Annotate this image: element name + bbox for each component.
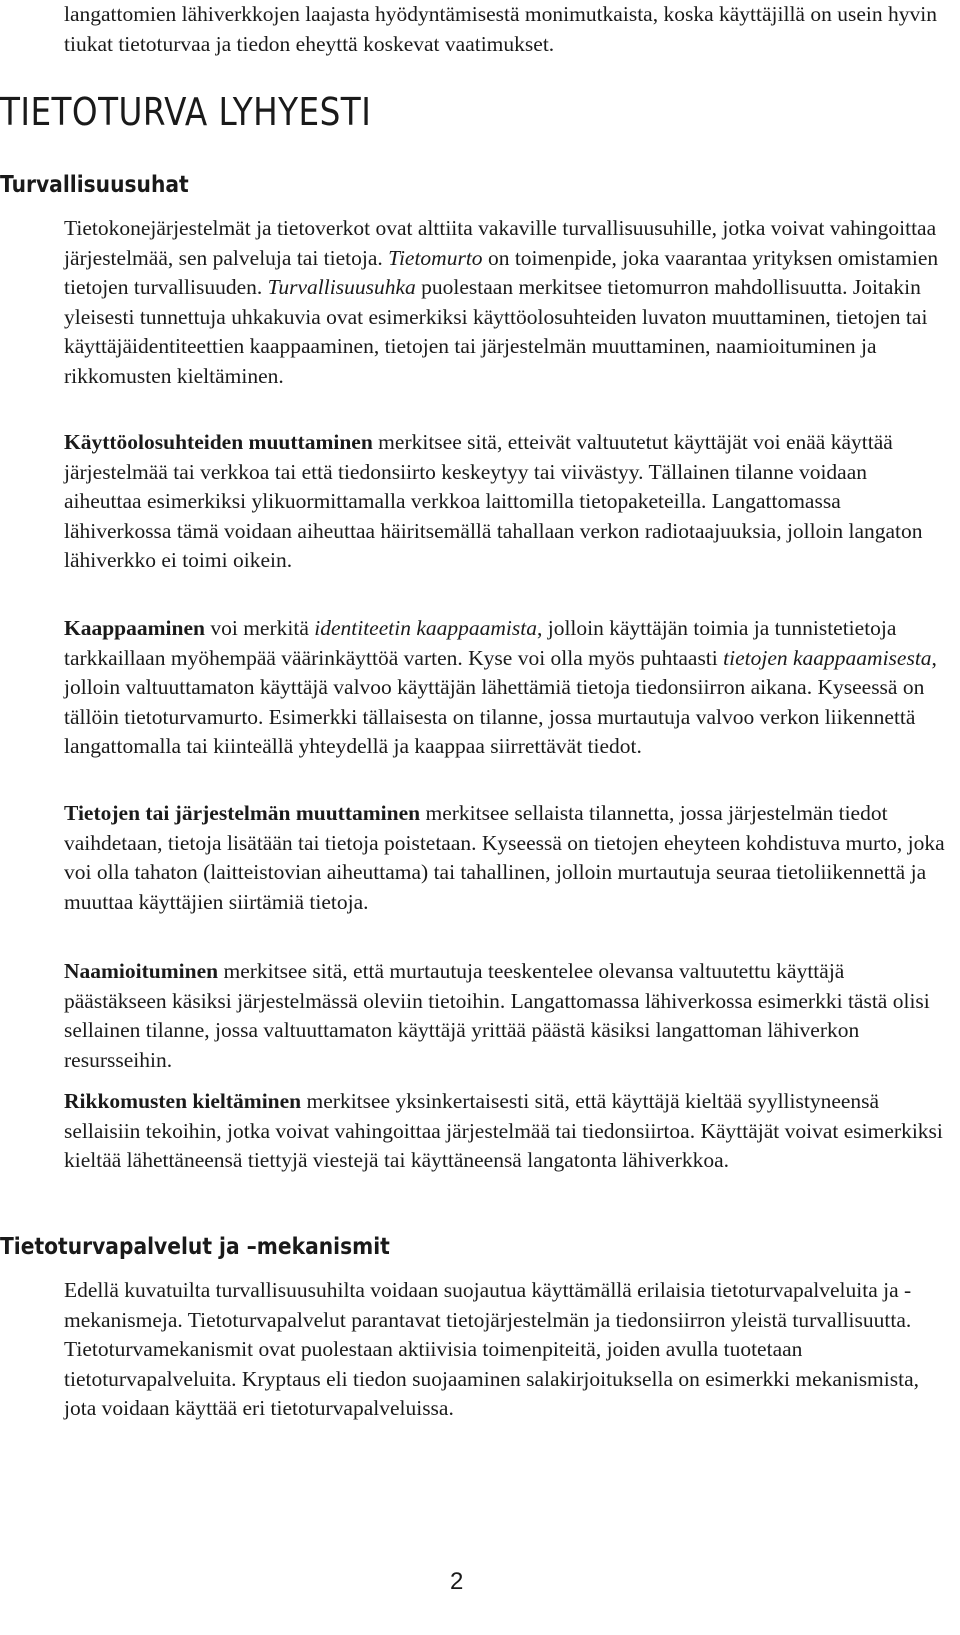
paragraph-masquerading — [64, 957, 948, 1075]
term-kayttoolosuhteiden-muuttaminen: Käyttöolosuhteiden muuttaminen — [64, 430, 373, 454]
term-naamioituminen: Naamioituminen — [64, 959, 219, 983]
paragraph-repudiation — [64, 1087, 948, 1176]
paragraph-text: on toimenpide, joka vaarantaa yrityksen omistamien tietojen turvallisuuden. — [64, 245, 939, 299]
paragraph-text: merkitsee sitä, että murtautuja teeskentelee olevansa valtuutettu käyttäjä päästäkseen käsiksi järjestelmässä oleviin tietoihin. Langattomassa lähiverkossa esimerkki tästä olisi sellainen tilanne, jossa valtuuttamaton käyttäjä yrittää päästä käsiksi langattoman lähiverkon resursseihin. — [64, 959, 930, 1072]
paragraph-text: , jolloin valtuuttamaton käyttäjä valvoo käyttäjän lähettämiä tietoja tiedonsiirron aikana. Kyseessä on tällöin tietoturvamurto. Esimerkki tällaisesta on tilanne, jossa murtautuja valvoo verkon liikennettä langattomalla tai kiinteällä yhteydellä ja kaappaa siirrettävät tiedot. — [64, 645, 937, 758]
paragraph-interception — [64, 614, 948, 762]
paragraph-service-disruption — [64, 428, 948, 576]
paragraph-text: Tietokonejärjestelmät ja tietoverkot ovat alttiita vakaville turvallisuusuhille, jotka voivat vahingoittaa järjestelmää, sen palveluja tai tietoja. — [64, 216, 937, 270]
paragraph-text: merkitsee sellaista tilannetta, jossa järjestelmän tiedot vaihdetaan, tietoja lisätään tai tietoja poistetaan. Kyseessä on tietojen eheyteen kohdistuva murto, joka voi olla tahaton (laitteistovian aiheuttama) tai tahallinen, jolloin murtautuja seuraa tietoliikennettä ja muuttaa käyttäjien siirtämiä tietoja. — [64, 801, 945, 914]
term-identiteetin-kaappaaminen: identiteetin kaappaamista — [314, 616, 537, 640]
paragraph-services: Edellä kuvatuilta turvallisuusuhilta voidaan suojautua käyttämällä erilaisia tietoturvapalveluita ja -mekanismeja. Tietoturvapalvelut parantavat tietojärjestelmän ja tiedonsiirron yleistä turvallisuutta. Tietoturvamekanismit ovat puolestaan aktiivisia toimenpiteitä, joiden avulla tuotetaan tietoturvapalveluita. Kryptaus eli tiedon suojaaminen salakirjoituksella on esimerkki mekanismista, jota voidaan käyttää eri tietoturvapalveluissa. — [64, 1278, 920, 1420]
paragraph-text: , jolloin käyttäjän toimia ja tunnistetietoja tarkkaillaan myöhempää väärinkäyttöä varten. Kyse voi olla myös puhtaasti — [64, 616, 897, 670]
term-tietojen-kaappaaminen: tietojen kaappaamisesta — [723, 645, 932, 670]
term-tietojen-muuttaminen: Tietojen tai järjestelmän muuttaminen — [64, 801, 421, 825]
paragraph-modification — [64, 799, 948, 917]
subsection-title-threats: Turvallisuusuhat — [0, 172, 189, 198]
paragraph-text: merkitsee sitä, etteivät valtuutetut käyttäjät voi enää käyttää järjestelmää tai verkkoa tai että tiedonsiirto keskeytyy tai viivästyy. Tällainen tilanne voidaan aiheuttaa esimerkiksi ylikuormittamalla verkkoa laittomilla tietopaketeilla. Langattomassa lähiverkossa tämä voidaan aiheuttaa häiritsemällä tahallaan verkon radiotaajuuksia, jolloin langaton lähiverkko ei toimi oikein. — [64, 430, 923, 572]
paragraph-threats — [64, 214, 948, 391]
page-number: 2 — [450, 1568, 464, 1595]
subsection-title-services: Tietoturvapalvelut ja –mekanismit — [0, 1234, 390, 1260]
paragraph-text: puolestaan merkitsee tietomurron mahdollisuutta. Joitakin yleisesti tunnettuja uhkakuvia ovat esimerkiksi käyttöolosuhteiden luvaton muuttaminen, tietojen tai käyttäjäidentiteettien kaappaaminen, tietojen tai järjestelmän muuttaminen, naamioituminen ja rikkomusten kieltäminen. — [64, 275, 928, 388]
term-kaappaaminen: Kaappaaminen — [64, 616, 205, 640]
intro-paragraph: langattomien lähiverkkojen laajasta hyödyntämisestä monimutkaista, koska käyttäjillä on usein hyvin tiukat tietoturvaa ja tiedon eheyttä koskevat vaatimukset. — [64, 2, 937, 56]
term-turvallisuusuhka: Turvallisuusuhka — [267, 275, 416, 299]
paragraph-text: merkitsee yksinkertaisesti sitä, että käyttäjä kieltää syyllistyneensä sellaisiin tekoihin, jotka voivat vahingoittaa järjestelmää tai tiedonsiirtoa. Käyttäjät voivat esimerkiksi kieltää lähettäneensä tiettyjä viestejä tai käyttäneensä langatonta lähiverkkoa. — [64, 1089, 943, 1172]
term-tietomurto: Tietomurto — [388, 245, 483, 270]
paragraph-text: voi merkitä — [204, 616, 315, 640]
section-title: TIETOTURVA LYHYESTI — [0, 90, 372, 134]
term-rikkomusten-kieltaminen: Rikkomusten kieltäminen — [64, 1089, 302, 1113]
